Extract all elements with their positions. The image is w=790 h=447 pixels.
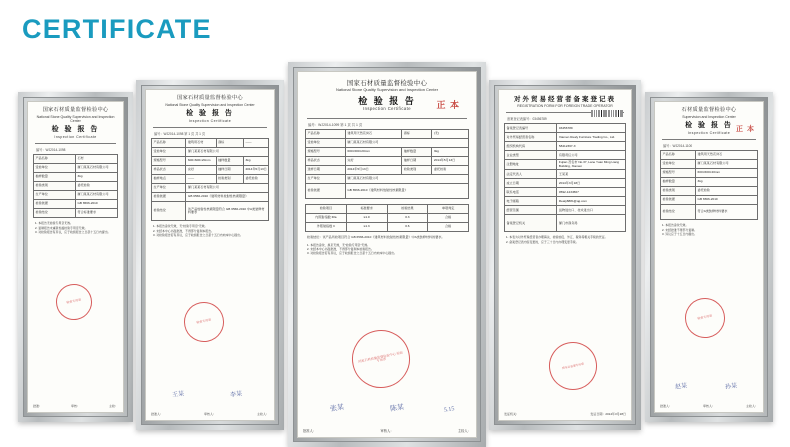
note-line: 1. 本表为对外贸易经营者办理海关、检验检疫、外汇、税务等相关手续的凭证。 (506, 235, 608, 240)
handwritten-signature: 李某 (229, 391, 243, 399)
field-value: Realy8881@qq.com (557, 197, 626, 206)
handwritten-signature: 王某 (171, 391, 185, 399)
field-value: 建筑用天然花岗石 (696, 151, 758, 160)
header-divider (662, 139, 756, 140)
note-line: 3. 对检验报告若有异议，应于收到报告之日起十五日内向本中心提出。 (307, 251, 397, 256)
field-label: 送样日期 (306, 166, 346, 175)
inspector-label: 主检： (108, 404, 118, 408)
report-number: 编号：WJ2014-1098 (36, 148, 66, 153)
certificate-paper-2 (145, 89, 275, 421)
field-value: 委托检验 (432, 166, 469, 175)
field-value: 委托检验 (76, 182, 118, 191)
header-divider (307, 118, 467, 119)
header-divider (153, 127, 267, 128)
field-label: 检验类别 (661, 187, 696, 196)
fields-table-5 (660, 150, 758, 220)
certificate-paper-5 (654, 101, 764, 413)
form-title-cn: 对外贸易经营者备案登记表 (514, 96, 616, 103)
field-value: 完好 (345, 157, 401, 166)
form-title-en: REGISTRATION FORM FOR FOREIGN TRADE OPERATOR (517, 104, 613, 109)
report-number-line (305, 122, 469, 127)
field-label: 受检单位 (152, 148, 186, 157)
field-value: 600×600×20mm (345, 148, 401, 157)
org-name-en: National Stone Quality Supervision and Inspection Center (165, 102, 255, 107)
handwritten-signature: 张某 (329, 403, 345, 413)
note-line: 2. 复制报告未重新加盖检验专用章无效。 (35, 225, 88, 230)
org-name-cn: 石材质量监督检验中心 (681, 107, 737, 113)
certificate-paper-3 (297, 71, 477, 438)
table-row (306, 214, 469, 223)
note-line: 2. 未经本中心书面批准，不得部分复制本报告。 (153, 228, 215, 233)
field-value: 货物进出口、技术进出口 (557, 206, 626, 215)
certificate-paper-1 (27, 101, 124, 413)
table-row (661, 160, 758, 169)
handwritten-signature: 孙某 (724, 383, 738, 391)
signature-row (660, 404, 758, 408)
table-row (505, 142, 626, 151)
field-label: 抽样数量 (216, 157, 243, 166)
registration-number-line (504, 116, 626, 121)
field-value: 58412367-X (557, 142, 626, 151)
field-value: 厦门某某石材有限公司 (345, 139, 468, 148)
field-value: 3kg (432, 148, 469, 157)
table-row (34, 173, 118, 182)
field-label: 样品状态 (306, 157, 346, 166)
original-copy-mark: 正 本 (736, 126, 755, 133)
signature-row (303, 428, 471, 433)
report-number-line (151, 131, 269, 136)
table-row (152, 157, 269, 166)
field-label: 受检单位 (34, 164, 76, 173)
field-label: 检验结论 (152, 202, 186, 221)
frame-bevel (494, 85, 636, 425)
table-row (306, 184, 469, 199)
table-row (505, 151, 626, 160)
page-title: CERTIFICATE (22, 14, 212, 44)
field-label: 检验结论 (661, 205, 696, 220)
document-header (504, 96, 626, 108)
table-row (505, 124, 626, 133)
field-label: 受检单位 (306, 139, 346, 148)
field-value: 03456789 (557, 124, 626, 133)
official-stamp (53, 281, 96, 324)
certificate-gallery (0, 52, 790, 433)
report-number-line (660, 143, 758, 148)
report-number: 编号：WJ2014-1098 第 1 页 共 1 页 (154, 132, 206, 137)
table-row (306, 175, 469, 184)
table-row (152, 166, 269, 175)
notes-block (305, 243, 469, 256)
field-label: 成立日期 (505, 179, 557, 188)
certificate-frame-3[interactable] (288, 62, 486, 447)
field-value: 厦门某某石材有限公司 (186, 148, 269, 157)
field-value: 石材 (76, 155, 118, 164)
field-label: 产品名称 (306, 130, 346, 139)
field-label: 生产单位 (34, 191, 76, 200)
table-row (505, 188, 626, 197)
org-name-en: Supervision and Inspection Center (682, 114, 736, 119)
table-row (661, 178, 758, 187)
note-line: 2. 未经批准不得部分复制。 (662, 227, 698, 232)
result-cell: 外照射指数 Ir (306, 223, 347, 232)
table-row (152, 193, 269, 202)
org-name-en: National Stone Quality Supervision and Inspection Center (36, 114, 115, 123)
table-row (306, 223, 469, 232)
field-value: 2014年5月13日 (243, 166, 268, 175)
field-label: 商标 (216, 139, 243, 148)
field-value: 符合标准要求 (76, 209, 118, 218)
field-label: 产品名称 (661, 151, 696, 160)
table-row (152, 202, 269, 221)
field-label: 企业类型 (505, 151, 557, 160)
frame-bevel (141, 85, 279, 425)
official-stamp (180, 298, 227, 345)
table-row (152, 139, 269, 148)
stamp-text: 检验专用章 (697, 313, 713, 321)
org-name-cn: 国家石材质量监督检验中心 (346, 80, 428, 87)
stamp-text: 检验专用章 (66, 297, 82, 305)
field-value: GB 6566-2010《建筑材料放射性核素限量》 (186, 193, 269, 202)
table-row (34, 209, 118, 218)
field-label: 产品名称 (34, 155, 76, 164)
field-label: 检验类别 (216, 175, 243, 184)
org-name-cn: 国家石材质量监督检验中心 (177, 95, 243, 101)
notes-block (504, 235, 626, 244)
result-cell: 内照射指数 IRa (306, 214, 347, 223)
table-header-row (306, 205, 469, 214)
original-copy-mark: 正 本 (436, 100, 460, 110)
official-stamp (347, 325, 416, 394)
fields-table-3 (305, 129, 469, 199)
table-row (505, 133, 626, 142)
reviewer-label: 审核人： (702, 404, 715, 408)
field-label: 抽样地点 (152, 175, 186, 184)
results-table (305, 204, 469, 232)
stamp-text: 商务局备案专用章 (561, 361, 585, 370)
table-row (505, 170, 626, 179)
frame-bevel (293, 67, 481, 442)
certificate-frame-2[interactable] (136, 80, 284, 430)
signature-row (504, 412, 626, 416)
field-label: 组织机构代码 (505, 142, 557, 151)
official-stamp (681, 294, 728, 341)
result-col-header: 检验项目 (306, 205, 347, 214)
field-value: —— (186, 175, 216, 184)
note-line: 3. 异议应于十五日内提出。 (662, 231, 698, 236)
org-name-en: National Stone Quality Supervision and Inspection Center (335, 87, 439, 93)
doc-title-cn: 检 验 报 告 (358, 95, 416, 106)
approver-label: 批准人： (660, 404, 673, 408)
org-name-cn: 国家石材质量监督检验中心 (42, 107, 109, 113)
field-label: 抽样数量 (661, 178, 696, 187)
table-row (661, 151, 758, 160)
field-label: 抽样日期 (402, 157, 432, 166)
field-value: 建筑用石材 (186, 139, 216, 148)
field-label: 检验依据 (34, 200, 76, 209)
certificate-frame-1[interactable] (18, 92, 133, 422)
certificate-frame-5[interactable] (645, 92, 773, 422)
field-value: 该产品放射性核素限量符合 GB 6566-2010 中A类装修材料要求 (186, 202, 269, 221)
handwritten-date: 5.15 (443, 406, 455, 414)
field-label: 检验类别 (34, 182, 76, 191)
field-value: GB 6566-2010 (696, 196, 758, 205)
result-cell: 合格 (428, 223, 469, 232)
inspector-label: 主检人： (256, 412, 269, 416)
field-value: 建筑用天然花岗石 (345, 130, 401, 139)
field-label: 对外贸易经营者名称 (505, 133, 557, 142)
inspector-label: 主检人： (457, 429, 471, 433)
field-label: 抽样数量 (34, 173, 76, 182)
field-value: 厦门某某石材有限公司 (696, 160, 758, 169)
field-label: 检验结论 (34, 209, 76, 218)
note-line: 3. 对检验报告若有异议，应于收到报告之日起十五日内向本中心提出。 (153, 232, 243, 237)
field-value: 3kg (76, 173, 118, 182)
result-col-header: 检验结果 (387, 205, 428, 214)
frame-bevel (650, 97, 768, 417)
field-value: 2014年5月13日 (345, 166, 401, 175)
field-label: 样品状态 (152, 166, 186, 175)
field-value: —— (243, 139, 268, 148)
field-value: 3kg (696, 178, 758, 187)
approver-label: 批准人： (151, 412, 164, 416)
reviewer-label: 审核人： (380, 429, 394, 433)
table-row (306, 166, 469, 175)
field-value: (无) (432, 130, 469, 139)
table-row (34, 155, 118, 164)
field-label: 备案登记机关 (505, 215, 557, 232)
document-header (33, 108, 118, 139)
field-value: 王某某 (557, 170, 626, 179)
table-row (34, 191, 118, 200)
certificate-frame-4[interactable] (489, 80, 641, 430)
field-label: 受检单位 (661, 160, 696, 169)
field-label: 注册地址 (505, 160, 557, 170)
field-value: 厦门某某石材有限公司 (76, 191, 118, 200)
table-row (152, 175, 269, 184)
field-value: 完好 (186, 166, 216, 175)
field-label: 备案登记表编号 (505, 124, 557, 133)
handwritten-signature: 陈某 (389, 403, 405, 413)
field-label: 产品名称 (152, 139, 186, 148)
field-value: 委托检验 (243, 175, 268, 184)
signature-row (151, 412, 269, 416)
table-row (505, 206, 626, 215)
field-label: 规格型号 (152, 157, 186, 166)
field-value: 厦门某某石材有限公司 (76, 164, 118, 173)
table-row (306, 130, 469, 139)
field-value: Fujian 茂名市 No.37, Lane Yuan Ming Liang Building, Xiamen (557, 160, 626, 170)
result-col-header: 标准要求 (346, 205, 387, 214)
stamp-text: 检验专用章 (196, 317, 212, 325)
field-value: 600×600×20mm (696, 169, 758, 178)
field-label: 法定代表人 (505, 170, 557, 179)
note-line: 1. 本报告涂改无效，无"检验专用章"无效。 (153, 224, 208, 229)
field-value: 2014年5月13日 (432, 157, 469, 166)
table-row (34, 200, 118, 209)
reviewer-label: 审核人： (203, 412, 216, 416)
field-value: 厦门某某石材有限公司 (345, 175, 468, 184)
issue-date: 发证日期：2014年3月28日 (590, 412, 626, 416)
document-header (151, 96, 269, 123)
result-col-header: 单项判定 (428, 205, 469, 214)
field-value: 厦门某某石材有限公司 (186, 184, 269, 193)
table-row (306, 139, 469, 148)
report-number: 编号：WJ2014-1100 (663, 144, 693, 149)
field-label: 检验依据 (661, 196, 696, 205)
report-number-line (33, 147, 118, 152)
field-value: 有限责任公司 (557, 151, 626, 160)
field-value: 厦门市商务局 (557, 215, 626, 232)
table-row (505, 160, 626, 170)
result-cell: 0.3 (387, 214, 428, 223)
field-value: GB 6566-2010《建筑材料放射性核素限量》 (345, 184, 468, 199)
doc-title-cn: 检 验 报 告 (186, 109, 234, 117)
fields-table-4 (504, 123, 626, 232)
field-label: 规格型号 (306, 148, 346, 157)
certificate-paper-4 (498, 89, 632, 421)
note-line: 2. 备案登记表内容变更的，应于三十日内办理变更手续。 (506, 239, 579, 244)
field-value: 3kg (243, 157, 268, 166)
table-row (661, 187, 758, 196)
table-row (505, 197, 626, 206)
note-line: 2. 未经本中心书面批准，不得部分复制本检验报告。 (307, 247, 374, 252)
fields-table-2 (151, 138, 269, 221)
result-cell: ≤1.3 (346, 223, 387, 232)
field-value: 2014年3月18日 (557, 179, 626, 188)
stamp-text: 国家石材质量监督检验中心 检验专用章 (357, 350, 404, 364)
approver-label: 批准： (33, 404, 43, 408)
note-line: 1. 本报告无检验专用章无效。 (35, 221, 73, 226)
registration-number: 备案登记表编号：03456789 (507, 117, 547, 122)
field-label: 抽样数量 (402, 148, 432, 157)
barcode (591, 110, 623, 117)
field-value: 符合A类装修材料要求 (696, 205, 758, 220)
reviewer-label: 审核： (70, 404, 80, 408)
field-value: Xiamen Realy Furniture Trading Co., Ltd. (557, 133, 626, 142)
frame-bevel (23, 97, 128, 417)
field-label: 检验依据 (306, 184, 346, 199)
table-row (505, 215, 626, 232)
doc-title-en: Inspection Certificate (687, 131, 731, 136)
field-label: 经营范围 (505, 206, 557, 215)
field-value: GB 6566-2010 (76, 200, 118, 209)
field-label: 联系电话 (505, 188, 557, 197)
result-cell: ≤1.0 (346, 214, 387, 223)
field-label: 生产单位 (306, 175, 346, 184)
field-value: 0592-1234567 (557, 188, 626, 197)
table-row (152, 184, 269, 193)
field-label: 检验依据 (152, 193, 186, 202)
doc-title-cn: 检 验 报 告 (685, 121, 733, 129)
table-row (152, 148, 269, 157)
table-row (306, 148, 469, 157)
conclusion-text: 检验结论：该产品所检项目符合 GB 6566-2010《建筑材料放射性核素限量》中A类装修材料的要求。 (307, 235, 445, 240)
table-row (505, 179, 626, 188)
field-label: 电子邮箱 (505, 197, 557, 206)
field-value: 600×600×20mm (186, 157, 216, 166)
fields-table-1 (33, 154, 118, 218)
table-row (306, 157, 469, 166)
result-cell: 0.6 (387, 223, 428, 232)
report-number: 编号：WJ2014-1099 第 1 页 共 1 页 (308, 123, 363, 128)
inspector-label: 主检人： (745, 404, 758, 408)
doc-title-cn: 检 验 报 告 (51, 126, 100, 133)
table-row (34, 164, 118, 173)
approver-label: 批准人： (303, 429, 317, 433)
header-divider (35, 143, 116, 144)
table-row (34, 182, 118, 191)
official-stamp (545, 338, 602, 395)
notes-block (151, 224, 269, 237)
field-label: 生产单位 (152, 184, 186, 193)
table-row (661, 205, 758, 220)
doc-title-en: Inspection Certificate (188, 119, 232, 124)
field-label: 规格型号 (661, 169, 696, 178)
field-label: 抽样日期 (216, 166, 243, 175)
field-value: 委托检验 (696, 187, 758, 196)
field-label: 商标 (402, 130, 432, 139)
handwritten-signature: 赵某 (674, 383, 688, 391)
table-row (661, 196, 758, 205)
note-line: 3. 对检验报告有异议，应于收到报告之日起十五日内提出。 (35, 229, 111, 234)
issuer-label: 发证机关： (504, 412, 520, 416)
note-line: 1. 本报告涂改、换页无效，无"检验专用章"无效。 (307, 242, 371, 247)
notes-block (660, 223, 758, 236)
note-line: 1. 本报告涂改无效。 (662, 223, 689, 228)
field-label: 检验类别 (402, 166, 432, 175)
doc-title-en: Inspection Certificate (363, 106, 411, 112)
signature-row (33, 404, 118, 408)
result-cell: 合格 (428, 214, 469, 223)
results-section (305, 204, 469, 232)
table-row (661, 169, 758, 178)
doc-title-en: Inspection Certificate (54, 135, 97, 140)
notes-block (33, 221, 118, 234)
